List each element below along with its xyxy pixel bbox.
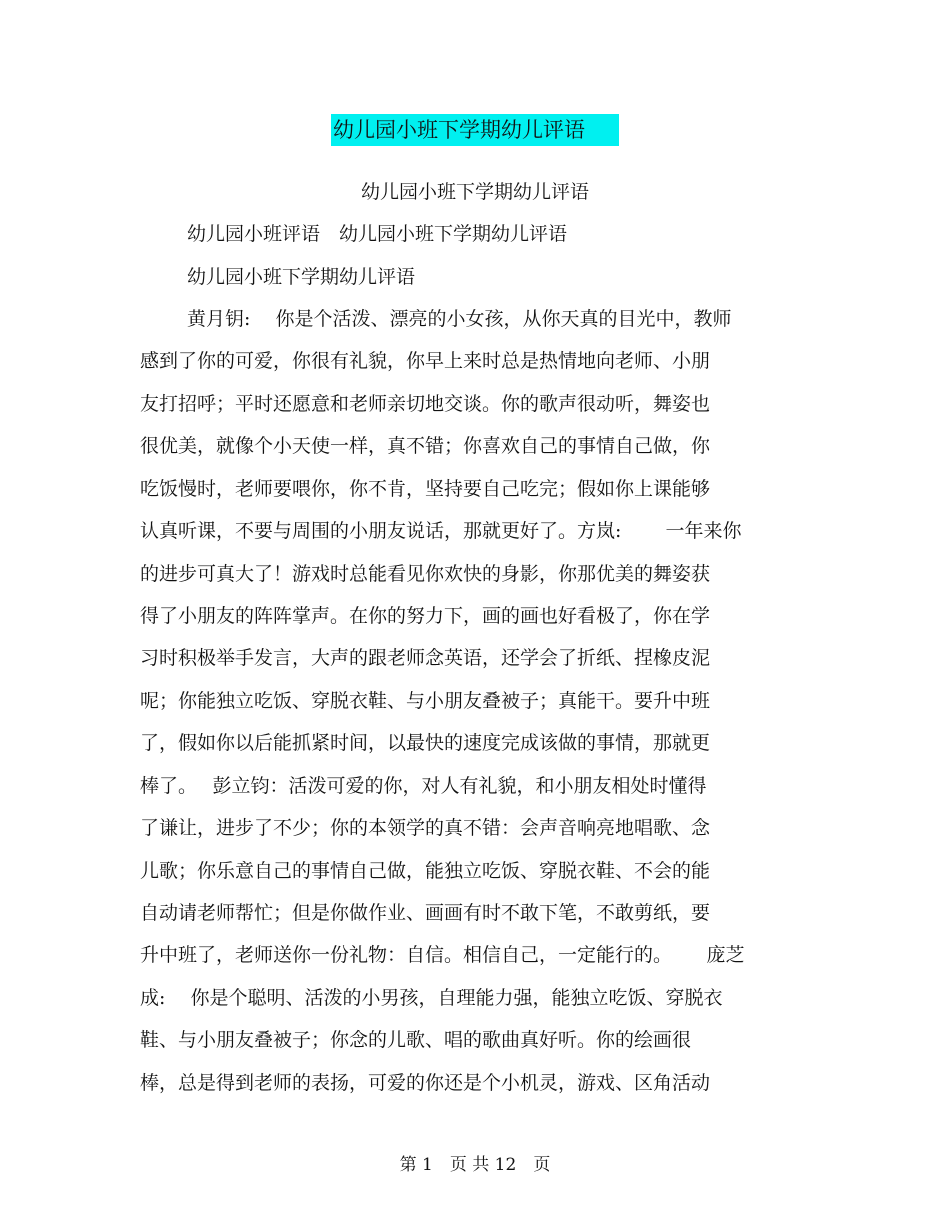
page-number-footer: 第 1 页 共 12 页 xyxy=(399,1155,551,1175)
body-line: 呢；你能独立吃饭、穿脱衣鞋、与小朋友叠被子；真能干。要升中班 xyxy=(140,690,711,712)
body-line: 了谦让，进步了不少；你的本领学的真不错：会声音响亮地唱歌、念 xyxy=(140,817,711,839)
document-subtitle: 幼儿园小班下学期幼儿评语 xyxy=(360,181,589,203)
body-line: 了，假如你以后能抓紧时间，以最快的速度完成该做的事情，那就更 xyxy=(140,732,711,754)
body-line: 得了小朋友的阵阵掌声。在你的努力下，画的画也好看极了，你在学 xyxy=(140,605,711,627)
body-line: 升中班了，老师送你一份礼物：自信。相信自己，一定能行的。 庞芝 xyxy=(140,944,745,966)
body-line: 友打招呼；平时还愿意和老师亲切地交谈。你的歌声很动听，舞姿也 xyxy=(140,393,711,415)
document-title: 幼儿园小班下学期幼儿评语 xyxy=(331,114,619,146)
body-line: 幼儿园小班下学期幼儿评语 xyxy=(187,266,416,288)
body-line: 幼儿园小班评语 幼儿园小班下学期幼儿评语 xyxy=(187,223,568,245)
body-line: 很优美，就像个小天使一样，真不错；你喜欢自己的事情自己做，你 xyxy=(140,435,711,457)
body-line: 感到了你的可爱，你很有礼貌，你早上来时总是热情地向老师、小朋 xyxy=(140,350,711,372)
body-line: 自动请老师帮忙；但是你做作业、画画有时不敢下笔，不敢剪纸，要 xyxy=(140,902,711,924)
body-line: 的进步可真大了！游戏时总能看见你欢快的身影，你那优美的舞姿获 xyxy=(140,563,711,585)
title-wrap xyxy=(0,114,950,146)
body-line: 成: 你是个聪明、活泼的小男孩，自理能力强，能独立吃饭、穿脱衣 xyxy=(140,987,723,1009)
body-line: 鞋、与小朋友叠被子；你念的儿歌、唱的歌曲真好听。你的绘画很 xyxy=(140,1029,692,1051)
body-line: 认真听课，不要与周围的小朋友说话，那就更好了。方岚: 一年来你 xyxy=(140,520,742,542)
body-line: 吃饭慢时，老师要喂你，你不肯，坚持要自己吃完；假如你上课能够 xyxy=(140,478,711,500)
body-line: 棒，总是得到老师的表扬，可爱的你还是个小机灵，游戏、区角活动 xyxy=(140,1072,711,1094)
body-line: 儿歌；你乐意自己的事情自己做，能独立吃饭、穿脱衣鞋、不会的能 xyxy=(140,860,711,882)
body-line: 黄月钥: 你是个活泼、漂亮的小女孩，从你天真的目光中，教师 xyxy=(187,308,732,330)
body-line: 棒了。 彭立钧：活泼可爱的你，对人有礼貌，和小朋友相处时懂得 xyxy=(140,775,707,797)
body-line: 习时积极举手发言，大声的跟老师念英语，还学会了折纸、捏橡皮泥 xyxy=(140,647,711,669)
